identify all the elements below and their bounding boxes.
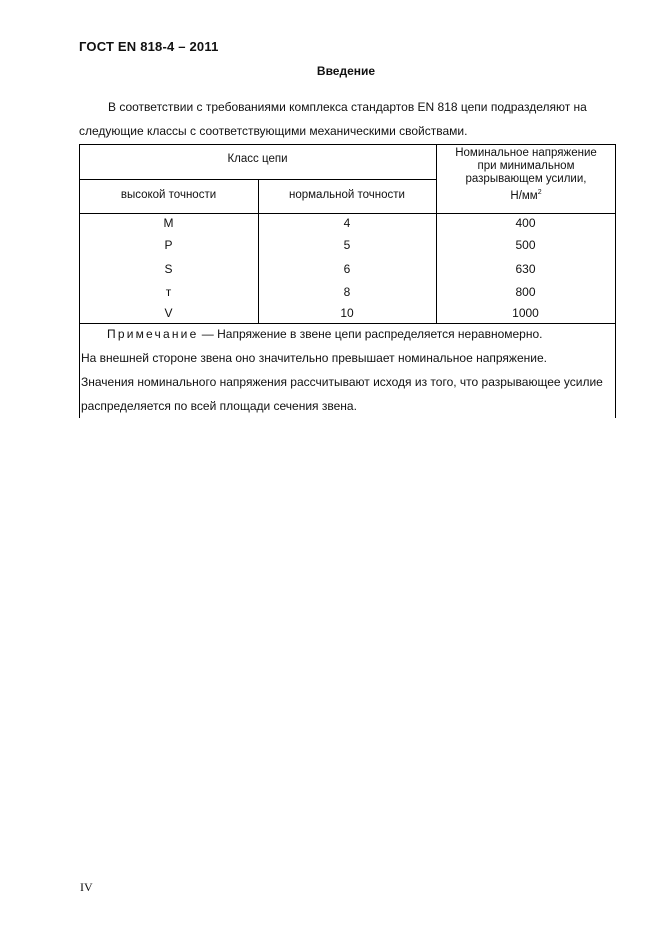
note-line-3: Значения номинального напряжения рассчитывают исходя из того, что разрывающее усилие распределяется по всей площади сечения звена. bbox=[81, 375, 603, 413]
note-text-1: — Напряжение в звене цепи распределяется неравномерно. bbox=[198, 327, 543, 341]
cell-normal: 10 bbox=[340, 306, 354, 320]
cell-high: S bbox=[164, 262, 173, 276]
header-normal-accuracy: нормальной точности bbox=[289, 189, 405, 201]
cell-stress: 500 bbox=[515, 238, 536, 252]
header-unit-superscript: 2 bbox=[537, 189, 542, 196]
header-nominal-stress-text: Номинальное напряжение при минимальном разрывающем усилии, bbox=[455, 147, 597, 185]
cell-high: т bbox=[165, 285, 172, 299]
cell-stress: 800 bbox=[515, 285, 536, 299]
header-chain-class: Класс цепи bbox=[227, 153, 288, 165]
table-border-right bbox=[615, 144, 616, 418]
section-title: Введение bbox=[316, 64, 376, 78]
table-note bbox=[81, 322, 613, 418]
cell-normal: 8 bbox=[343, 285, 351, 299]
cell-stress: 630 bbox=[515, 262, 536, 276]
note-line-2: На внешней стороне звена оно значительно превышает номинальное напряжение. bbox=[81, 351, 547, 365]
note-line-1 bbox=[81, 322, 613, 346]
cell-stress: 400 bbox=[515, 216, 536, 230]
intro-paragraph: В соответствии с требованиями комплекса стандартов EN 818 цепи подразделяют на следующие классы с соответствующими механическими свойствами. bbox=[79, 100, 587, 138]
table-divider-header bbox=[79, 213, 616, 214]
note-label: Примечание bbox=[107, 327, 199, 341]
header-high-accuracy: высокой точности bbox=[120, 189, 217, 201]
table-border-left bbox=[79, 144, 80, 418]
cell-normal: 4 bbox=[343, 216, 351, 230]
chain-class-table bbox=[79, 144, 616, 418]
page-number: IV bbox=[80, 880, 93, 894]
header-nominal-stress-unit: Н/мм bbox=[510, 189, 538, 202]
cell-high: P bbox=[164, 238, 173, 252]
cell-stress: 1000 bbox=[512, 306, 539, 320]
cell-high: V bbox=[164, 306, 173, 320]
cell-high: M bbox=[163, 216, 174, 230]
cell-normal: 5 bbox=[343, 238, 351, 252]
cell-normal: 6 bbox=[343, 262, 351, 276]
table-border-top bbox=[79, 144, 616, 145]
document-code: ГОСТ EN 818-4 – 2011 bbox=[79, 39, 219, 54]
header-nominal-stress bbox=[446, 147, 606, 203]
